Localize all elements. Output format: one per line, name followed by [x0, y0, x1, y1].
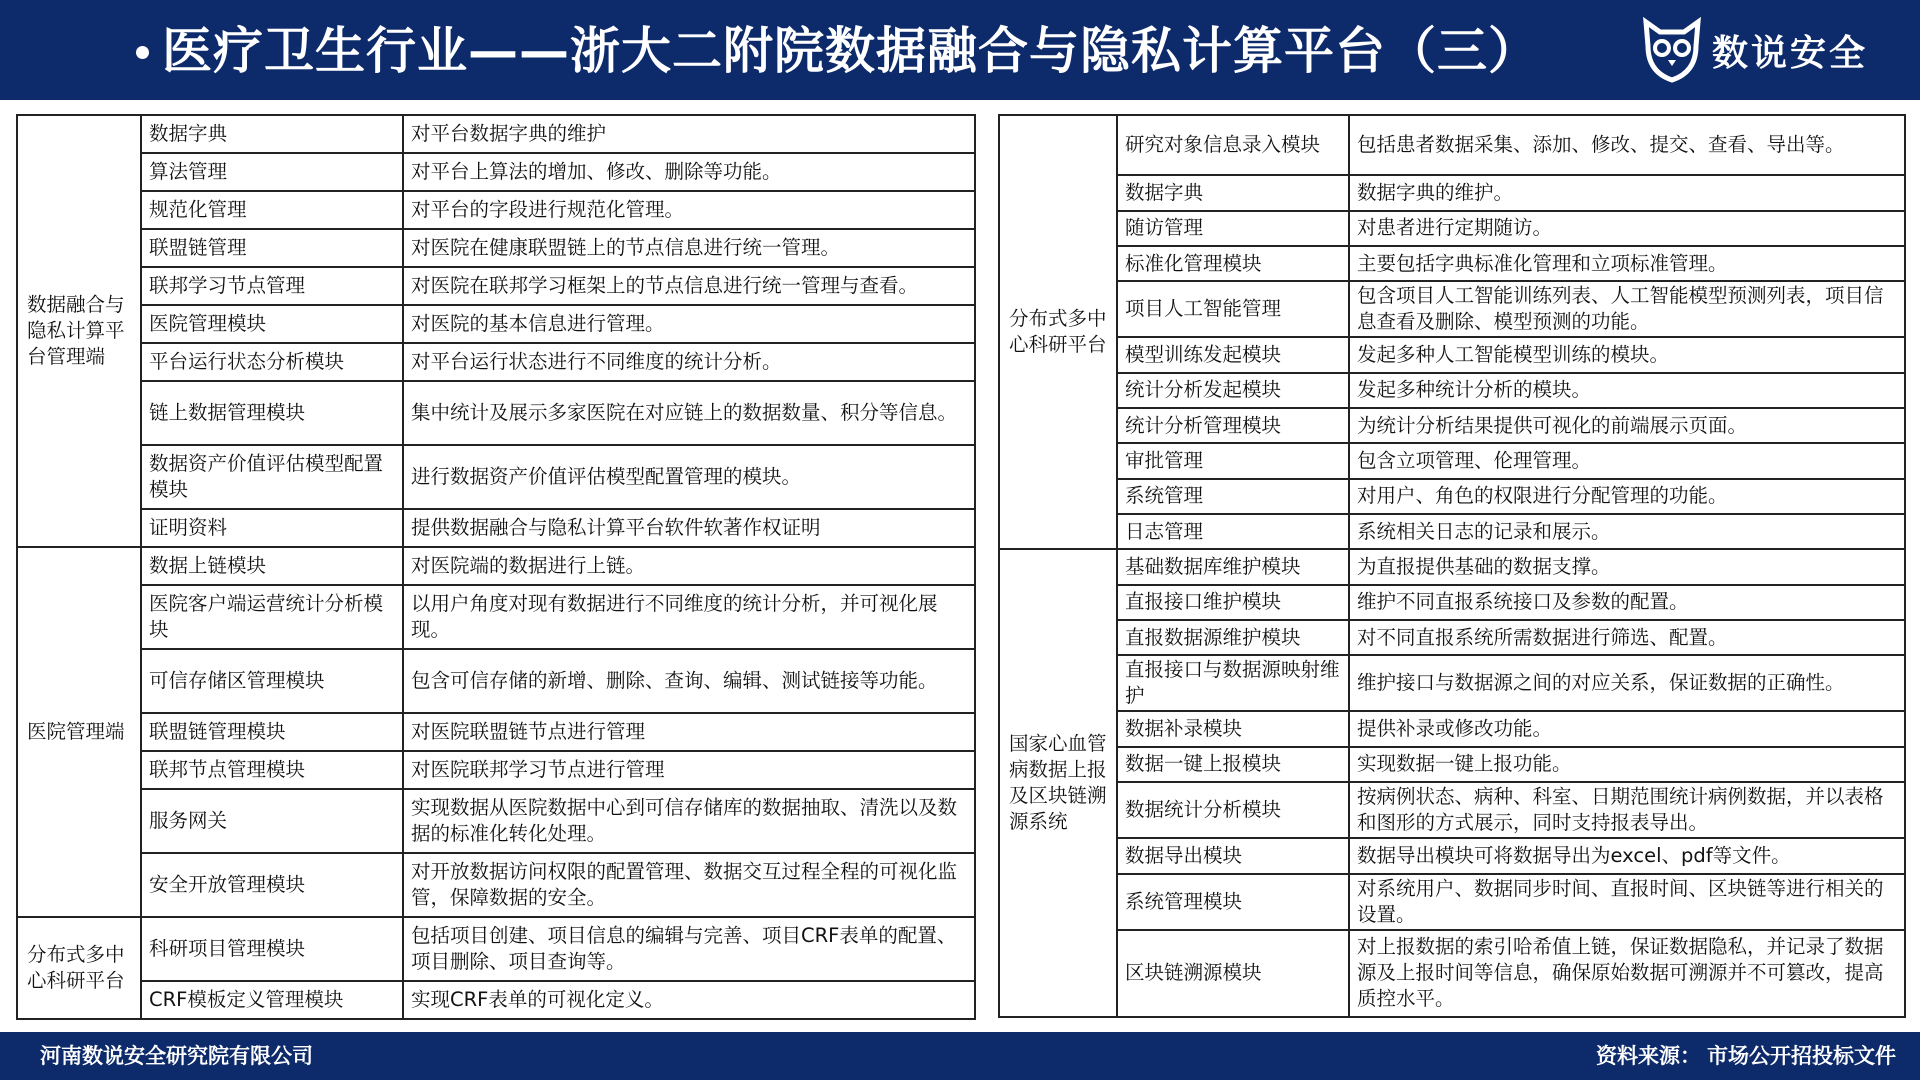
module-name-cell: 可信存储区管理模块 [141, 649, 403, 713]
table-row [17, 649, 975, 713]
table-row [17, 981, 975, 1019]
module-desc-cell: 对不同直报系统所需数据进行筛选、配置。 [1349, 620, 1905, 655]
module-desc-cell: 对医院在健康联盟链上的节点信息进行统一管理。 [403, 229, 975, 267]
header-bar [0, 0, 1920, 100]
table-row [999, 115, 1905, 175]
page-title [132, 20, 1539, 82]
module-name-cell: 数据字典 [1117, 175, 1349, 210]
module-desc-cell: 包括患者数据采集、添加、修改、提交、查看、导出等。 [1349, 115, 1905, 175]
module-desc-cell: 集中统计及展示多家医院在对应链上的数据数量、积分等信息。 [403, 381, 975, 445]
module-desc-cell: 对上报数据的索引哈希值上链，保证数据隐私，并记录了数据源及上报时间等信息，确保原始数据可溯源并不可篡改，提高质控水平。 [1349, 930, 1905, 1017]
module-desc-cell: 对用户、角色的权限进行分配管理的功能。 [1349, 479, 1905, 514]
module-desc-cell: 对医院联盟链节点进行管理 [403, 713, 975, 751]
table-row [999, 838, 1905, 873]
module-name-cell: 直报接口与数据源映射维护 [1117, 655, 1349, 711]
module-desc-cell: 为统计分析结果提供可视化的前端展示页面。 [1349, 408, 1905, 443]
module-desc-cell: 包括项目创建、项目信息的编辑与完善、项目CRF表单的配置、项目删除、项目查询等。 [403, 917, 975, 981]
module-name-cell: 区块链溯源模块 [1117, 930, 1349, 1017]
module-name-cell: 基础数据库维护模块 [1117, 549, 1349, 584]
module-desc-cell: 维护接口与数据源之间的对应关系，保证数据的正确性。 [1349, 655, 1905, 711]
module-desc-cell: 对平台数据字典的维护 [403, 115, 975, 153]
table-row [999, 747, 1905, 782]
table-row [17, 509, 975, 547]
table-row [999, 874, 1905, 930]
module-name-cell: 模型训练发起模块 [1117, 337, 1349, 372]
table-row [999, 711, 1905, 746]
module-name-cell: 数据补录模块 [1117, 711, 1349, 746]
left-module-table [16, 114, 976, 1020]
group-name-cell: 数据融合与隐私计算平台管理端 [17, 115, 141, 547]
module-desc-cell: 对医院联邦学习节点进行管理 [403, 751, 975, 789]
table-row [17, 713, 975, 751]
module-desc-cell: 包含立项管理、伦理管理。 [1349, 443, 1905, 478]
owl-logo-icon [1640, 16, 1704, 84]
table-row [999, 211, 1905, 246]
group-name-cell: 国家心血管病数据上报及区块链溯源系统 [999, 549, 1117, 1017]
module-name-cell: 规范化管理 [141, 191, 403, 229]
module-desc-cell: 提供数据融合与隐私计算平台软件软著作权证明 [403, 509, 975, 547]
module-desc-cell: 对医院在联邦学习框架上的节点信息进行统一管理与查看。 [403, 267, 975, 305]
module-name-cell: 联盟链管理模块 [141, 713, 403, 751]
module-name-cell: 直报数据源维护模块 [1117, 620, 1349, 655]
table-row [17, 191, 975, 229]
module-name-cell: 数据资产价值评估模型配置模块 [141, 445, 403, 509]
module-name-cell: 医院客户端运营统计分析模块 [141, 585, 403, 649]
table-row [17, 917, 975, 981]
module-desc-cell: 发起多种统计分析的模块。 [1349, 373, 1905, 408]
footer-bar [0, 1032, 1920, 1080]
module-desc-cell: 进行数据资产价值评估模型配置管理的模块。 [403, 445, 975, 509]
module-name-cell: 随访管理 [1117, 211, 1349, 246]
module-name-cell: 系统管理 [1117, 479, 1349, 514]
module-name-cell: 研究对象信息录入模块 [1117, 115, 1349, 175]
module-desc-cell: 系统相关日志的记录和展示。 [1349, 514, 1905, 549]
table-row [17, 153, 975, 191]
table-row [999, 443, 1905, 478]
table-row [999, 408, 1905, 443]
table-row [17, 305, 975, 343]
table-row [999, 930, 1905, 1017]
module-name-cell: 算法管理 [141, 153, 403, 191]
module-name-cell: 服务网关 [141, 789, 403, 853]
module-name-cell: 联邦学习节点管理 [141, 267, 403, 305]
table-row [999, 549, 1905, 584]
module-name-cell: 审批管理 [1117, 443, 1349, 478]
module-name-cell: 联盟链管理 [141, 229, 403, 267]
module-desc-cell: 对平台运行状态进行不同维度的统计分析。 [403, 343, 975, 381]
module-name-cell: 日志管理 [1117, 514, 1349, 549]
module-desc-cell: 对医院的基本信息进行管理。 [403, 305, 975, 343]
table-row [17, 547, 975, 585]
module-desc-cell: 包含可信存储的新增、删除、查询、编辑、测试链接等功能。 [403, 649, 975, 713]
module-desc-cell: 为直报提供基础的数据支撑。 [1349, 549, 1905, 584]
module-desc-cell: 主要包括字典标准化管理和立项标准管理。 [1349, 246, 1905, 281]
table-row [999, 175, 1905, 210]
module-name-cell: 直报接口维护模块 [1117, 585, 1349, 620]
module-desc-cell: 实现CRF表单的可视化定义。 [403, 981, 975, 1019]
module-desc-cell: 发起多种人工智能模型训练的模块。 [1349, 337, 1905, 372]
table-row [17, 789, 975, 853]
module-name-cell: 数据统计分析模块 [1117, 782, 1349, 838]
table-row [999, 620, 1905, 655]
table-row [999, 655, 1905, 711]
table-row [17, 853, 975, 917]
module-name-cell: CRF模板定义管理模块 [141, 981, 403, 1019]
logo-text: 数说安全 [1712, 32, 1869, 74]
table-row [999, 782, 1905, 838]
table-row [999, 373, 1905, 408]
table-row [999, 479, 1905, 514]
table-row [999, 585, 1905, 620]
table-row [17, 343, 975, 381]
module-name-cell: 证明资料 [141, 509, 403, 547]
module-desc-cell: 对平台的字段进行规范化管理。 [403, 191, 975, 229]
source-label: 资料来源： [1596, 1044, 1701, 1068]
module-name-cell: 数据导出模块 [1117, 838, 1349, 873]
table-row [17, 751, 975, 789]
right-module-table [998, 114, 1906, 1018]
module-name-cell: 系统管理模块 [1117, 874, 1349, 930]
module-name-cell: 标准化管理模块 [1117, 246, 1349, 281]
table-row [17, 115, 975, 153]
footer-source [1590, 1032, 1896, 1080]
table-row [17, 267, 975, 305]
table-row [999, 514, 1905, 549]
table-row [999, 337, 1905, 372]
module-name-cell: 联邦节点管理模块 [141, 751, 403, 789]
module-desc-cell: 包含项目人工智能训练列表、人工智能模型预测列表，项目信息查看及删除、模型预测的功能。 [1349, 281, 1905, 337]
module-desc-cell: 提供补录或修改功能。 [1349, 711, 1905, 746]
module-desc-cell: 以用户角度对现有数据进行不同维度的统计分析，并可视化展现。 [403, 585, 975, 649]
group-name-cell: 分布式多中心科研平台 [17, 917, 141, 1019]
table-row [999, 246, 1905, 281]
module-desc-cell: 实现数据一键上报功能。 [1349, 747, 1905, 782]
module-desc-cell: 实现数据从医院数据中心到可信存储库的数据抽取、清洗以及数据的标准化转化处理。 [403, 789, 975, 853]
table-row [17, 445, 975, 509]
module-desc-cell: 对医院端的数据进行上链。 [403, 547, 975, 585]
source-value: 市场公开招投标文件 [1707, 1044, 1896, 1068]
module-desc-cell: 对开放数据访问权限的配置管理、数据交互过程全程的可视化监管，保障数据的安全。 [403, 853, 975, 917]
logo [1640, 14, 1868, 86]
module-name-cell: 链上数据管理模块 [141, 381, 403, 445]
table-row [17, 585, 975, 649]
page-title-text: 医疗卫生行业——浙大二附院数据融合与隐私计算平台（三） [162, 22, 1539, 80]
group-name-cell: 分布式多中心科研平台 [999, 115, 1117, 549]
table-row [999, 281, 1905, 337]
module-name-cell: 统计分析管理模块 [1117, 408, 1349, 443]
module-name-cell: 数据一键上报模块 [1117, 747, 1349, 782]
module-name-cell: 项目人工智能管理 [1117, 281, 1349, 337]
module-desc-cell: 对患者进行定期随访。 [1349, 211, 1905, 246]
table-row [17, 229, 975, 267]
module-name-cell: 数据字典 [141, 115, 403, 153]
module-name-cell: 安全开放管理模块 [141, 853, 403, 917]
module-desc-cell: 按病例状态、病种、科室、日期范围统计病例数据，并以表格和图形的方式展示，同时支持报表导出。 [1349, 782, 1905, 838]
module-desc-cell: 数据字典的维护。 [1349, 175, 1905, 210]
module-desc-cell: 对系统用户、数据同步时间、直报时间、区块链等进行相关的设置。 [1349, 874, 1905, 930]
footer-company: 河南数说安全研究院有限公司 [40, 1044, 313, 1068]
table-row [17, 381, 975, 445]
module-name-cell: 医院管理模块 [141, 305, 403, 343]
module-desc-cell: 数据导出模块可将数据导出为excel、pdf等文件。 [1349, 838, 1905, 873]
module-name-cell: 数据上链模块 [141, 547, 403, 585]
group-name-cell: 医院管理端 [17, 547, 141, 917]
module-desc-cell: 对平台上算法的增加、修改、删除等功能。 [403, 153, 975, 191]
module-name-cell: 科研项目管理模块 [141, 917, 403, 981]
module-name-cell: 统计分析发起模块 [1117, 373, 1349, 408]
module-name-cell: 平台运行状态分析模块 [141, 343, 403, 381]
module-desc-cell: 维护不同直报系统接口及参数的配置。 [1349, 585, 1905, 620]
